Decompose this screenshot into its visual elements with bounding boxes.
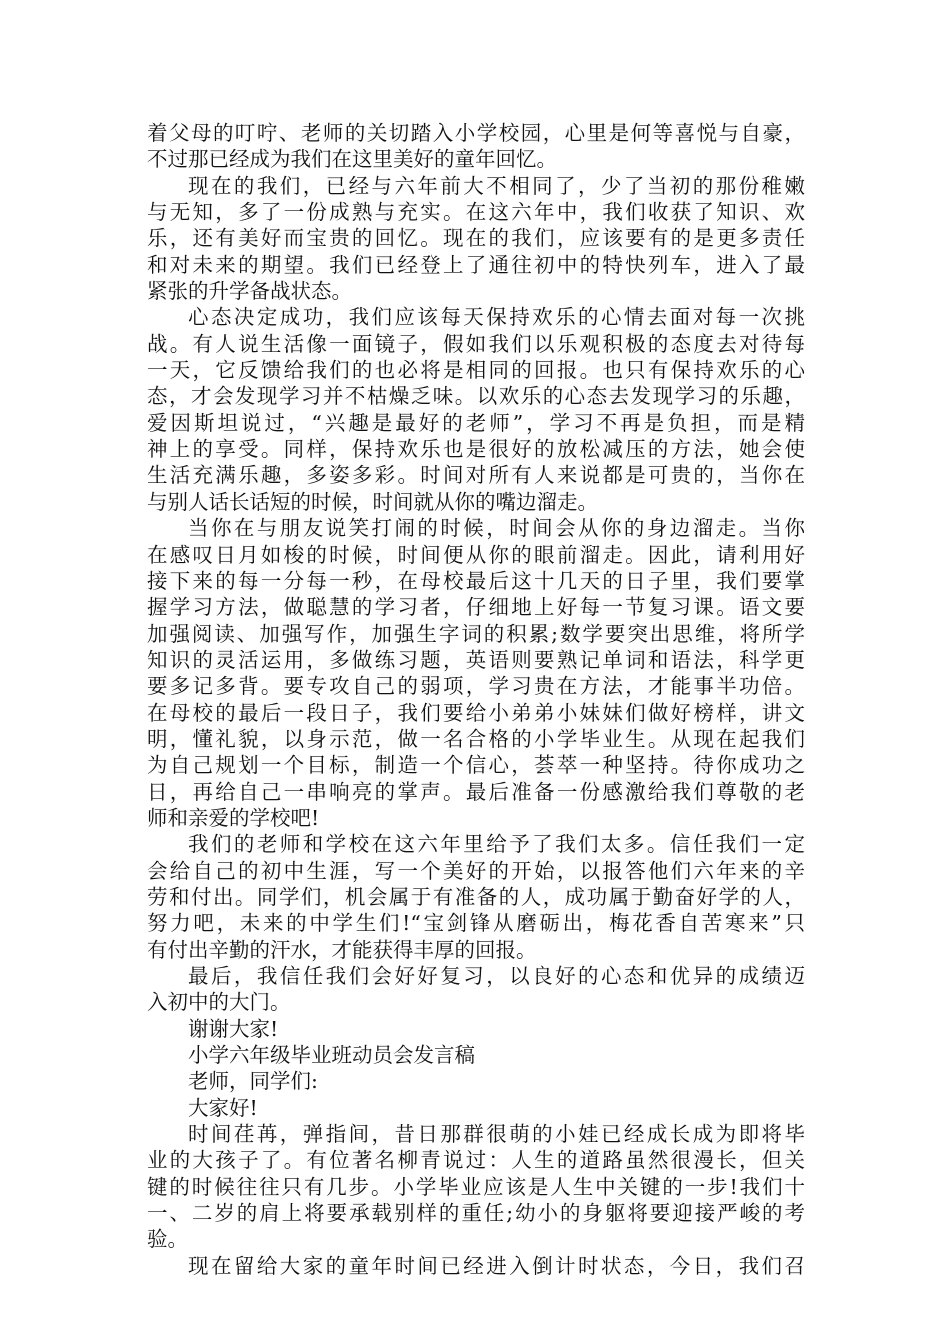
- text-line: 战。有人说生活像一面镜子，假如我们以乐观积极的态度去对待每: [147, 331, 805, 356]
- text-line: 爱因斯坦说过，“兴趣是最好的老师”，学习不再是负担，而是精: [147, 410, 805, 435]
- text-line: 与无知，多了一份成熟与充实。在这六年中，我们收获了知识、欢: [147, 200, 805, 225]
- text-line: 谢谢大家!: [188, 1016, 279, 1041]
- text-line: 乐，还有美好而宝贵的回忆。现在的我们，应该要有的是更多责任: [147, 226, 805, 251]
- text-line: 现在留给大家的童年时间已经进入倒计时状态，今日，我们召: [188, 1253, 805, 1278]
- text-line: 在母校的最后一段日子，我们要给小弟弟小妹妹们做好榜样，讲文: [147, 700, 805, 725]
- text-line: 现在的我们，已经与六年前大不相同了，少了当初的那份稚嫩: [188, 173, 805, 198]
- text-line: 大家好!: [188, 1095, 258, 1120]
- text-line: 与别人话长话短的时候，时间就从你的嘴边溜走。: [147, 489, 598, 514]
- text-line: 不过那已经成为我们在这里美好的童年回忆。: [147, 147, 557, 172]
- text-line: 会给自己的初中生涯，写一个美好的开始，以报答他们六年来的辛: [147, 858, 805, 883]
- text-line: 接下来的每一分每一秒，在母校最后这十几天的日子里，我们要掌: [147, 568, 805, 593]
- text-line: 一天，它反馈给我们的也必将是相同的回报。也只有保持欢乐的心: [147, 358, 805, 383]
- text-line: 业的大孩子了。有位著名柳青说过：人生的道路虽然很漫长，但关: [147, 1148, 805, 1173]
- text-line: 明，懂礼貌，以身示范，做一名合格的小学毕业生。从现在起我们: [147, 726, 805, 751]
- text-line: 和对未来的期望。我们已经登上了通往初中的特快列车，进入了最: [147, 252, 805, 277]
- text-line: 小学六年级毕业班动员会发言稿: [188, 1043, 475, 1068]
- text-line: 当你在与朋友说笑打闹的时候，时间会从你的身边溜走。当你: [188, 516, 805, 541]
- text-line: 要多记多背。要专攻自己的弱项，学习贵在方法，才能事半功倍。: [147, 674, 805, 699]
- text-line: 我们的老师和学校在这六年里给予了我们太多。信任我们一定: [188, 832, 805, 857]
- text-line: 为自己规划一个目标，制造一个信心，荟萃一种坚持。待你成功之: [147, 753, 805, 778]
- document-body: [147, 120, 805, 1279]
- text-line: 知识的灵活运用，多做练习题，英语则要熟记单词和语法，科学更: [147, 647, 805, 672]
- text-line: 神上的享受。同样，保持欢乐也是很好的放松减压的方法，她会使: [147, 437, 805, 462]
- text-line: 在感叹日月如梭的时候，时间便从你的眼前溜走。因此，请利用好: [147, 542, 805, 567]
- text-line: 师和亲爱的学校吧!: [147, 805, 320, 830]
- text-line: 握学习方法，做聪慧的学习者，仔细地上好每一节复习课。语文要: [147, 595, 805, 620]
- text-line: 最后，我信任我们会好好复习，以良好的心态和优异的成绩迈: [188, 964, 805, 988]
- text-line: 时间荏苒，弹指间，昔日那群很萌的小娃已经成长成为即将毕: [188, 1122, 805, 1147]
- text-line: 一、二岁的肩上将要承载别样的重任;幼小的身躯将要迎接严峻的考: [147, 1201, 805, 1226]
- text-line: 着父母的叮咛、老师的关切踏入小学校园，心里是何等喜悦与自豪，: [147, 121, 805, 145]
- text-line: 态，才会发现学习并不枯燥乏味。以欢乐的心态去发现学习的乐趣，: [147, 384, 805, 409]
- text-line: 入初中的大门。: [147, 990, 291, 1015]
- text-line: 劳和付出。同学们，机会属于有准备的人，成功属于勤奋好学的人，: [147, 884, 805, 909]
- text-line: 紧张的升学备战状态。: [147, 279, 352, 304]
- text-line: 加强阅读、加强写作，加强生字词的积累;数学要突出思维，将所学: [147, 621, 805, 646]
- text-line: 日，再给自己一串响亮的掌声。最后准备一份感激给我们尊敬的老: [147, 779, 805, 804]
- text-line: 生活充满乐趣，多姿多彩。时间对所有人来说都是可贵的，当你在: [147, 463, 805, 488]
- text-line: 键的时候往往只有几步。小学毕业应该是人生中关键的一步!我们十: [147, 1174, 805, 1199]
- text-line: 有付出辛勤的汗水，才能获得丰厚的回报。: [147, 937, 537, 962]
- text-line: 老师，同学们:: [188, 1069, 318, 1094]
- text-line: 验。: [147, 1227, 188, 1252]
- text-line: 心态决定成功，我们应该每天保持欢乐的心情去面对每一次挑: [188, 305, 805, 330]
- text-line: 努力吧，未来的中学生们!“宝剑锋从磨砺出，梅花香自苦寒来”只: [147, 911, 805, 936]
